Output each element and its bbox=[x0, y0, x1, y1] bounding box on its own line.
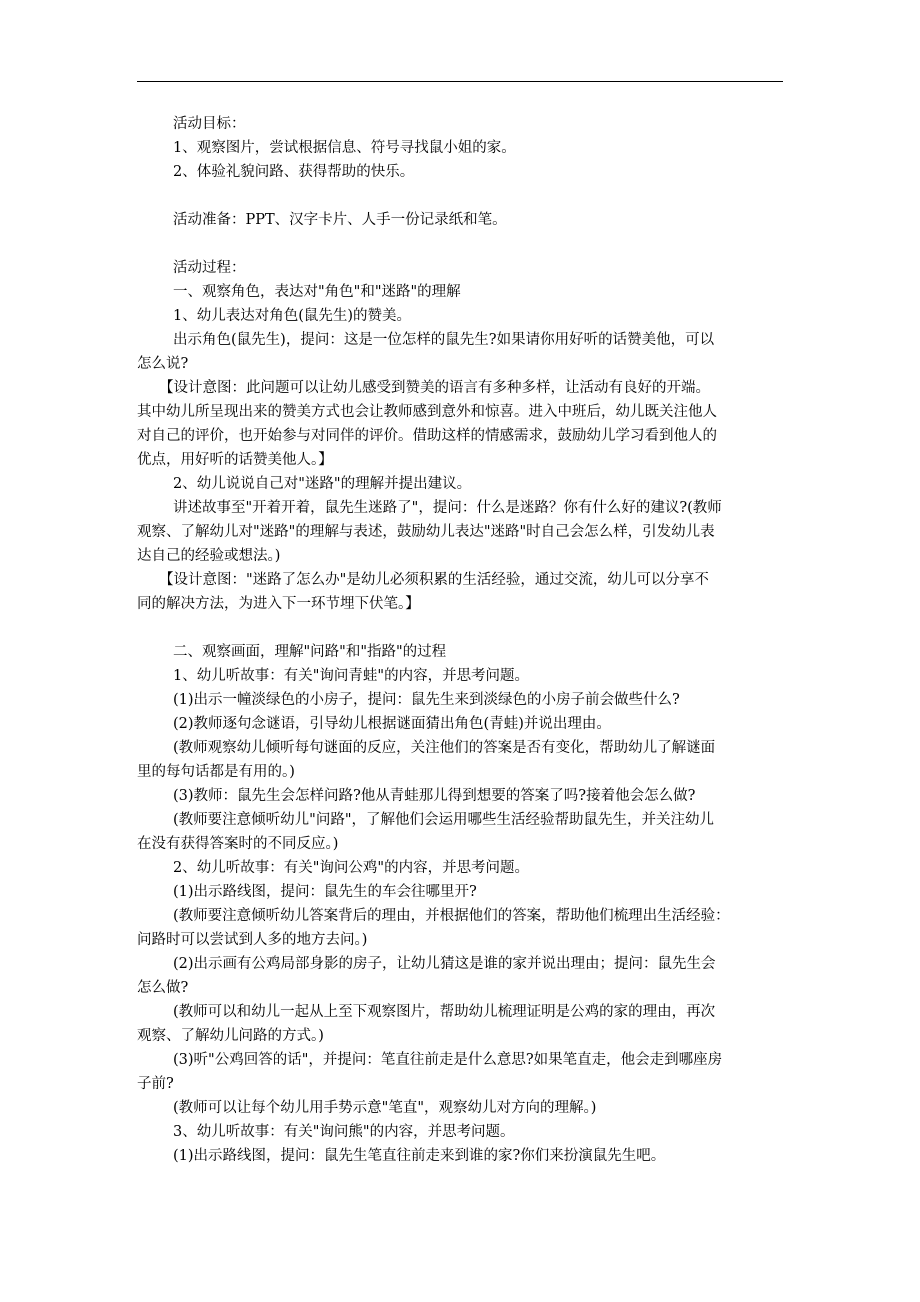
paragraph-continuation: 在没有获得答案时的不同反应。) bbox=[137, 836, 339, 852]
section-heading-process: 活动过程： bbox=[173, 260, 246, 276]
paragraph: 2、体验礼貌问路、获得帮助的快乐。 bbox=[173, 164, 415, 180]
paragraph-continuation: 怎么做? bbox=[137, 980, 189, 996]
paragraph-continuation: 优点，用好听的话赞美他人。】 bbox=[137, 452, 333, 468]
paragraph: (1)出示路线图，提问：鼠先生的车会往哪里开? bbox=[173, 884, 477, 900]
paragraph-continuation: 观察、了解幼儿问路的方式。) bbox=[137, 1028, 324, 1044]
paragraph: (3)教师：鼠先生会怎样问路?他从青蛙那儿得到想要的答案了吗?接着他会怎么做? bbox=[173, 788, 696, 804]
paragraph: (教师要注意倾听幼儿"问路"，了解他们会运用哪些生活经验帮助鼠先生，并关注幼儿 bbox=[173, 812, 714, 828]
blank-line bbox=[137, 184, 783, 208]
section-heading-preparation: 活动准备：PPT、汉字卡片、人手一份记录纸和笔。 bbox=[173, 212, 507, 228]
section-heading-goals: 活动目标： bbox=[173, 116, 246, 132]
paragraph-continuation: 问路时可以尝试到人多的地方去问。) bbox=[137, 932, 368, 948]
document-body bbox=[137, 112, 783, 1168]
paragraph: (2)教师逐句念谜语，引导幼儿根据谜面猜出角色(青蛙)并说出理由。 bbox=[173, 716, 611, 732]
paragraph: 2、幼儿说说自己对"迷路"的理解并提出建议。 bbox=[173, 476, 472, 492]
paragraph: (1)出示一幢淡绿色的小房子，提问：鼠先生来到淡绿色的小房子前会做些什么? bbox=[173, 692, 680, 708]
paragraph-continuation: 观察、了解幼儿对"迷路"的理解与表述，鼓励幼儿表达"迷路"时自己会怎么样，引发幼儿表 bbox=[137, 524, 715, 540]
paragraph: 1、幼儿表达对角色(鼠先生)的赞美。 bbox=[173, 308, 412, 324]
paragraph-continuation: 怎么说? bbox=[137, 356, 189, 372]
paragraph: 1、幼儿听故事：有关"询问青蛙"的内容，并思考问题。 bbox=[173, 668, 530, 684]
subsection-heading: 二、观察画面，理解"问路"和"指路"的过程 bbox=[173, 644, 447, 660]
paragraph-continuation: 对自己的评价，也开始参与对同伴的评价。借助这样的情感需求，鼓励幼儿学习看到他人的 bbox=[137, 428, 717, 444]
paragraph: 3、幼儿听故事：有关"询问熊"的内容，并思考问题。 bbox=[173, 1124, 515, 1140]
design-intent-note: 【设计意图："迷路了怎么办"是幼儿必须积累的生活经验，通过交流，幼儿可以分享不 bbox=[159, 572, 709, 588]
subsection-heading: 一、观察角色，表达对"角色"和"迷路"的理解 bbox=[173, 284, 461, 300]
paragraph-continuation: 子前? bbox=[137, 1076, 174, 1092]
paragraph: (教师要注意倾听幼儿答案背后的理由，并根据他们的答案，帮助他们梳理出生活经验： bbox=[173, 908, 730, 924]
paragraph-continuation: 同的解决方法，为进入下一环节埋下伏笔。】 bbox=[137, 596, 420, 612]
paragraph: (1)出示路线图，提问：鼠先生笔直往前走来到谁的家?你们来扮演鼠先生吧。 bbox=[173, 1148, 666, 1164]
header-rule bbox=[137, 81, 783, 82]
blank-line bbox=[137, 232, 783, 256]
paragraph: (2)出示画有公鸡局部身影的房子，让幼儿猜这是谁的家并说出理由；提问：鼠先生会 bbox=[173, 956, 716, 972]
paragraph: (教师观察幼儿倾听每句谜面的反应，关注他们的答案是否有变化，帮助幼儿了解谜面 bbox=[173, 740, 716, 756]
paragraph: 1、观察图片，尝试根据信息、符号寻找鼠小姐的家。 bbox=[173, 140, 516, 156]
paragraph-continuation: 达自己的经验或想法。) bbox=[137, 548, 281, 564]
paragraph-continuation: 里的每句话都是有用的。) bbox=[137, 764, 295, 780]
paragraph: 出示角色(鼠先生)，提问：这是一位怎样的鼠先生?如果请你用好听的话赞美他，可以 bbox=[173, 332, 715, 348]
paragraph: 讲述故事至"开着开着，鼠先生迷路了"，提问：什么是迷路？你有什么好的建议?(教师 bbox=[173, 500, 722, 516]
paragraph: 2、幼儿听故事：有关"询问公鸡"的内容，并思考问题。 bbox=[173, 860, 530, 876]
paragraph: (教师可以让每个幼儿用手势示意"笔直"，观察幼儿对方向的理解。) bbox=[173, 1100, 597, 1116]
design-intent-note: 【设计意图：此问题可以让幼儿感受到赞美的语言有多种多样，让活动有良好的开端。 bbox=[159, 380, 710, 396]
paragraph-continuation: 其中幼儿所呈现出来的赞美方式也会让教师感到意外和惊喜。进入中班后，幼儿既关注他人 bbox=[137, 404, 717, 420]
blank-line bbox=[137, 616, 783, 640]
paragraph: (教师可以和幼儿一起从上至下观察图片，帮助幼儿梳理证明是公鸡的家的理由，再次 bbox=[173, 1004, 716, 1020]
paragraph: (3)听"公鸡回答的话"，并提问：笔直往前走是什么意思?如果笔直走，他会走到哪座房 bbox=[173, 1052, 723, 1068]
